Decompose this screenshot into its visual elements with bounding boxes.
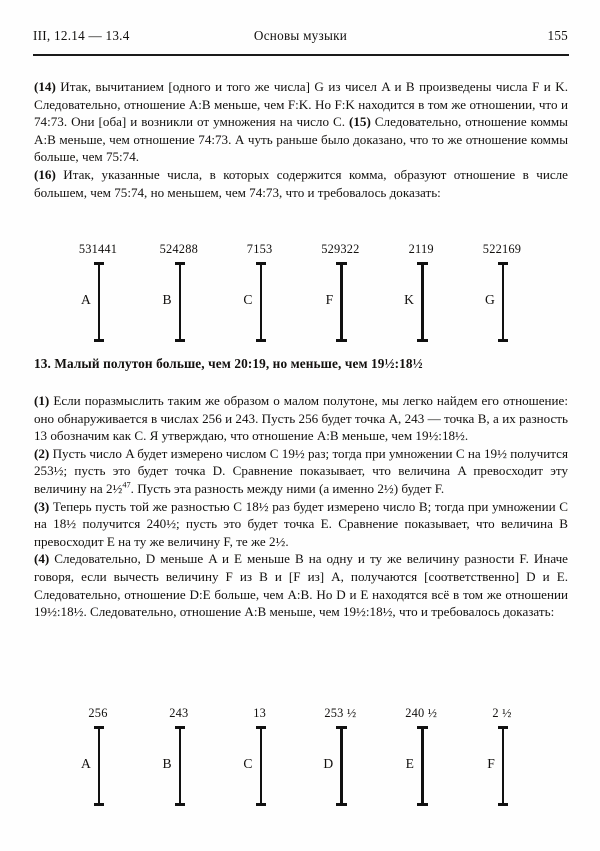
bar-stem (260, 262, 262, 342)
bar-cap-bottom (94, 339, 104, 342)
bar-cap-bottom (94, 803, 104, 806)
diagram-column (383, 706, 459, 810)
running-head-title: Основы музыки (253, 28, 348, 43)
bar-cap-top (336, 262, 346, 265)
paragraph-3-text: (3) Теперь пусть той же разностью C 18½ раз будет измерено число B; тогда при умножении C на 18½ получится 240½; пусть это будет точка E. Сравнение показывает, что величина B превосходит E на ту же величину F, те же 2½. (34, 498, 568, 549)
diagram-column-number: 240 ½ (405, 706, 438, 720)
diagram-column-letter: B (162, 756, 172, 771)
bar-stem (421, 262, 423, 342)
bar-cap-top (175, 726, 185, 729)
bar-cap-top (417, 262, 427, 265)
diagram-column (222, 242, 298, 346)
diagram-bar (340, 726, 341, 806)
paragraph-4-text: (4) Следовательно, D меньше A и E меньше B на одну и ту же величину разности F. Иначе говоря, если вычесть величину F из B и [F из] A, получаются [соответственно] D и E. Следовательно, отношение D:E больше, чем A:B. Но D и E находятся всё в том же отношении 19½:18½. Следовательно, отношение A:B меньше, чем 19½:18½, что и требовалось доказать: (34, 551, 568, 620)
diagram-column-letter: B (162, 292, 172, 307)
diagram-column-number: 256 (88, 706, 108, 720)
diagram-column (60, 242, 136, 346)
bar-cap-top (498, 262, 508, 265)
bar-cap-bottom (175, 339, 185, 342)
diagram-column-number: 7153 (246, 242, 273, 256)
bar-cap-top (256, 262, 266, 265)
diagram-semitone-ratios (60, 706, 540, 810)
diagram-column-letter: F (487, 756, 495, 771)
diagram-column (464, 242, 540, 346)
header-divider-rule (33, 54, 569, 56)
bar-cap-bottom (336, 803, 346, 806)
bar-cap-top (175, 262, 185, 265)
diagram-bar (260, 726, 261, 806)
bar-cap-top (498, 726, 508, 729)
bar-stem (502, 726, 504, 806)
bar-stem (179, 726, 181, 806)
diagram-bar (98, 262, 99, 342)
bar-cap-top (336, 726, 346, 729)
body-text-bottom (34, 392, 568, 621)
bar-cap-top (94, 726, 104, 729)
diagram-column-number: 243 (169, 706, 189, 720)
diagram-column (60, 706, 136, 810)
diagram-column (302, 706, 378, 810)
paragraph-1-text: (1) Если поразмыслить таким же образом о малом полутоне, мы легко найдем его отношение: оно обнаруживается в числах 256 и 243. Пусть 256 будет точка A, 243 — точка B, а их разность 13 обозначим как C. Я утверждаю, что отношение A:B меньше, чем 19½:18½. (34, 393, 568, 444)
diagram-bar (502, 726, 503, 806)
bar-stem (340, 262, 342, 342)
bar-stem (179, 262, 181, 342)
diagram-bar (502, 262, 503, 342)
bar-cap-bottom (256, 339, 266, 342)
diagram-column-letter: C (243, 756, 253, 771)
section-heading: 13. Малый полутон больше, чем 20:19, но меньше, чем 19½:18½ (34, 356, 423, 371)
paragraph-3 (34, 498, 568, 551)
diagram-column-number: 529322 (321, 242, 360, 256)
bar-stem (98, 262, 100, 342)
diagram-bar (260, 262, 261, 342)
paragraph-16 (34, 166, 568, 201)
bar-cap-bottom (498, 803, 508, 806)
bar-cap-bottom (417, 339, 427, 342)
diagram-column-letter: F (325, 292, 334, 307)
diagram-column-number: 253 ½ (324, 706, 357, 720)
diagram-column (141, 242, 217, 346)
diagram-column-letter: A (80, 756, 91, 771)
bar-stem (502, 262, 504, 342)
diagram-column-number: 531441 (78, 242, 118, 256)
diagram-comma-ratios (60, 242, 540, 346)
diagram-column-letter: E (405, 756, 415, 771)
diagram-column-number: 524288 (159, 242, 198, 256)
diagram-column (141, 706, 217, 810)
diagram-column-letter: D (323, 756, 334, 771)
paragraph-4 (34, 550, 568, 620)
diagram-column-letter: A (80, 292, 91, 307)
diagram-column-number: 13 (253, 706, 266, 720)
diagram-bar (98, 726, 99, 806)
diagram-bar (340, 262, 341, 342)
paragraph-14 (34, 78, 568, 166)
bar-stem (98, 726, 100, 806)
bar-stem (340, 726, 342, 806)
diagram-column-letter: C (243, 292, 253, 307)
body-text-top (34, 78, 568, 201)
bar-cap-bottom (336, 339, 346, 342)
paragraph-16-text: (16) Итак, указанные числа, в которых содержится комма, образуют отношение в числе большем, чем 75:74, но меньшем, чем 74:73, что и требовалось доказать: (34, 166, 568, 200)
paragraph-2-text: (2) Пусть число A будет измерено числом C 19½ раз; тогда при умножении C на 19½ получится 253½; пусть это будет точка D. Сравнение показывает, что величина A превосходит эту величину на 2½$^{47}$. Пусть эта разность между ними (а именно 2½) будет F. (34, 445, 568, 496)
bar-cap-bottom (498, 339, 508, 342)
diagram-column (383, 242, 459, 346)
page-number: 155 (547, 28, 568, 43)
diagram-bar (421, 726, 422, 806)
diagram-bar (179, 262, 180, 342)
running-head-left: III, 12.14 — 13.4 (33, 28, 130, 43)
bar-cap-top (94, 262, 104, 265)
diagram-column (222, 706, 298, 810)
diagram-column-number: 522169 (482, 242, 522, 256)
bar-cap-top (417, 726, 427, 729)
paragraph-1 (34, 392, 568, 445)
diagram-column (302, 242, 378, 346)
bar-cap-bottom (256, 803, 266, 806)
paragraph-2 (34, 445, 568, 498)
bar-stem (421, 726, 423, 806)
bar-stem (260, 726, 262, 806)
diagram-column-letter: K (404, 292, 415, 307)
bar-cap-bottom (175, 803, 185, 806)
running-head (33, 28, 568, 50)
diagram-column-number: 2 ½ (492, 706, 512, 720)
bar-cap-bottom (417, 803, 427, 806)
diagram-column-letter: G (484, 292, 495, 307)
diagram-bar (179, 726, 180, 806)
diagram-column (464, 706, 540, 810)
paragraph-14-text: (14) Итак, вычитанием [одного и того же числа] G из чисел A и B произведены числа F и K. Следовательно, отношение A:B меньше, чем F:K. Но F:K находится в том же отношении, что и 74:73. Они [оба] и возникли от умножения на число C. (15) Следовательно, отношение коммы A:B меньше, чем отношение 74:73. А чуть раньше было доказано, что то же отношение коммы больше, чем 75:74. (34, 79, 568, 165)
bar-cap-top (256, 726, 266, 729)
diagram-bar (421, 262, 422, 342)
diagram-column-number: 2119 (408, 242, 434, 256)
